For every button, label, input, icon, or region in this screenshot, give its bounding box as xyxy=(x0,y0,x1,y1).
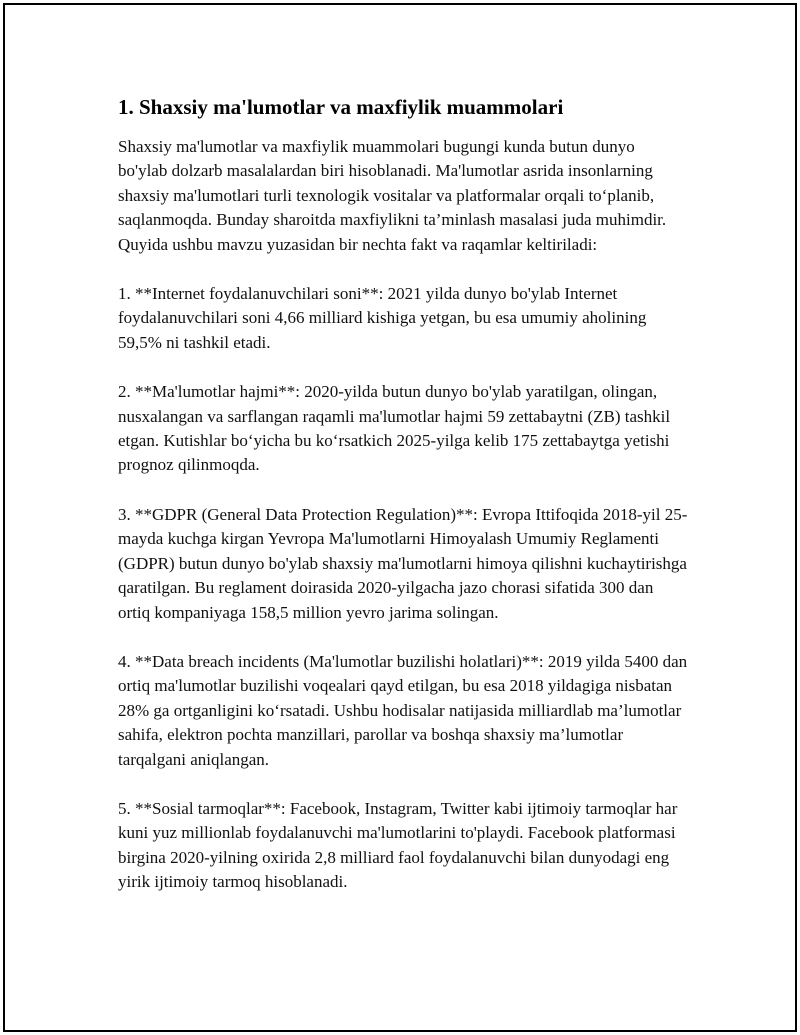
document-body xyxy=(118,93,688,920)
intro-paragraph: Shaxsiy ma'lumotlar va maxfiylik muammolari bugungi kunda butun dunyo bo'ylab dolzarb masalalardan biri hisoblanadi. Ma'lumotlar asrida insonlarning shaxsiy ma'lumotlari turli texnologik vositalar va platformalar orqali to‘planib, saqlanmoqda. Bunday sharoitda maxfiylikni ta’minlash masalasi juda muhimdir. Quyida ushbu mavzu yuzasidan bir nechta fakt va raqamlar keltiriladi: xyxy=(118,137,667,254)
section-heading: 1. Shaxsiy ma'lumotlar va maxfiylik muammolari xyxy=(118,95,564,119)
fact-item-internet-users: 1. **Internet foydalanuvchilari soni**: 2021 yilda dunyo bo'ylab Internet foydalanuvchilari soni 4,66 milliard kishiga yetgan, bu esa umumiy aholining 59,5% ni tashkil etadi. xyxy=(118,284,647,352)
fact-item-social-networks: 5. **Sosial tarmoqlar**: Facebook, Instagram, Twitter kabi ijtimoiy tarmoqlar har kuni yuz millionlab foydalanuvchi ma'lumotlarini to'playdi. Facebook platformasi birgina 2020-yilning oxirida 2,8 milliard faol foydalanuvchi bilan dunyodagi eng yirik ijtimoiy tarmoq hisoblanadi. xyxy=(118,798,678,892)
fact-item-gdpr: 3. **GDPR (General Data Protection Regulation)**: Evropa Ittifoqida 2018-yil 25-mayda kuchga kirgan Yevropa Ma'lumotlarni Himoyalash Umumiy Reglamenti (GDPR) butun dunyo bo'ylab shaxsiy ma'lumotlarni himoya qilishni kuchaytirishga qaratilgan. Bu reglament doirasida 2020-yilgacha jazo chorasi sifatida 300 dan ortiq kompaniyaga 158,5 million yevro jarima solingan. xyxy=(118,504,688,622)
fact-item-data-breaches: 4. **Data breach incidents (Ma'lumotlar buzilishi holatlari)**: 2019 yilda 5400 dan ortiq ma'lumotlar buzilishi voqealari qayd etilgan, bu esa 2018 yildagiga nisbatan 28% ga ortganligini ko‘rsatadi. Ushbu hodisalar natijasida milliardlab ma’lumotlar sahifa, elektron pochta manzillari, parollar va boshqa shaxsiy ma’lumotlar tarqalgani aniqlangan. xyxy=(118,651,688,769)
fact-item-data-volume: 2. **Ma'lumotlar hajmi**: 2020-yilda butun dunyo bo'ylab yaratilgan, olingan, nusxalangan va sarflangan raqamli ma'lumotlar hajmi 59 zettabaytni (ZB) tashkil etgan. Kutishlar bo‘yicha bu ko‘rsatkich 2025-yilga kelib 175 zettabaytga yetishi prognoz qilinmoqda. xyxy=(118,382,671,475)
